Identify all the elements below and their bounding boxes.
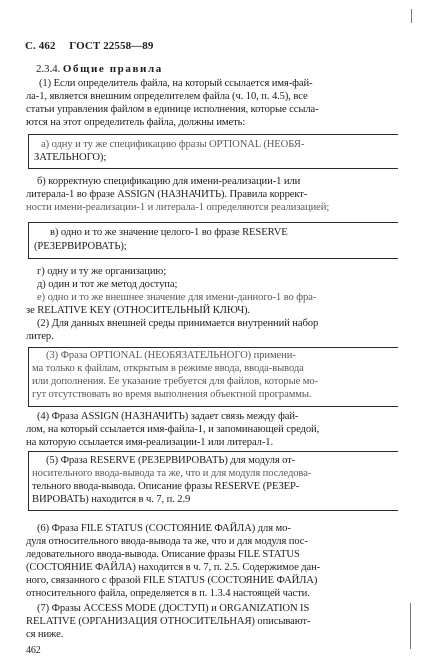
paragraph-line: ются на этот определитель файла, должны иметь:	[26, 117, 246, 128]
paragraph-line: RELATIVE (ОРГАНИЗАЦИЯ ОТНОСИТЕЛЬНАЯ) описывают-	[26, 616, 311, 627]
paragraph-line: зе RELATIVE KEY (ОТНОСИТЕЛЬНЫЙ КЛЮЧ).	[26, 305, 250, 316]
section-number: 2.3.4.	[36, 63, 61, 75]
running-header	[25, 40, 154, 52]
paragraph-line: б) корректную спецификацию для имени-реализации-1 или	[37, 176, 301, 187]
paragraph-line: относительного файла, определяется в п. 1.3.4 настоящей части.	[26, 588, 310, 599]
paragraph-line: ся ниже.	[26, 629, 64, 640]
page-ref: С. 462	[25, 40, 56, 52]
paragraph-line: а) одну и ту же спецификацию фразы OPTIONAL (НЕОБЯ-	[41, 139, 305, 150]
paragraph-line: литер.	[26, 331, 54, 342]
paragraph-line: ного, связанного с фразой FILE STATUS (СОСТОЯНИЕ ФАЙЛА)	[26, 575, 318, 586]
paragraph-line: ледовательного ввода-вывода. Описание фразы FILE STATUS	[26, 549, 300, 560]
paragraph-line: литерала-1 во фразе ASSIGN (НАЗНАЧИТЬ). Правила коррект-	[26, 189, 308, 200]
paragraph-line: дуля относительного ввода-вывода та же, что и для модуля пос-	[26, 536, 308, 547]
paragraph-line: ла-1, является внешним определителем файла (ч. 10, п. 4.5), все	[26, 91, 308, 102]
paragraph-line: (1) Если определитель файла, на который ссылается имя-фай-	[39, 78, 313, 89]
paragraph-line: (4) Фраза ASSIGN (НАЗНАЧИТЬ) задает связь между фай-	[37, 411, 299, 422]
paragraph-line: на которую ссылается имя-реализации-1 или литерал-1.	[26, 437, 274, 448]
paragraph-line: (5) Фраза RESERVE (РЕЗЕРВИРОВАТЬ) для модуля от-	[46, 455, 296, 466]
paragraph-line: тельного ввода-вывода. Описание фразы RESERVE (РЕЗЕР-	[32, 481, 300, 492]
standard-number: ГОСТ 22558—89	[69, 40, 154, 52]
paragraph-line: (РЕЗЕРВИРОВАТЬ);	[34, 241, 127, 252]
paragraph-line: (2) Для данных внешней среды принимается внутренний набор	[37, 318, 319, 329]
paragraph-line: е) одно и то же внешнее значение для имени-данного-1 во фра-	[37, 292, 317, 303]
paragraph-line: (7) Фразы ACCESS MODE (ДОСТУП) и ORGANIZATION IS	[37, 603, 310, 614]
paragraph-line: ВИРОВАТЬ) находится в ч. 7, п. 2.9	[32, 494, 191, 505]
paragraph-line: г) одну и ту же организацию;	[37, 266, 167, 277]
section-heading	[36, 63, 163, 75]
margin-mark-top	[411, 9, 412, 23]
paragraph-line: ма только к файлам, открытым в режиме ввода, ввода-вывода	[32, 363, 304, 374]
paragraph-line: (СОСТОЯНИЕ ФАЙЛА) находится в ч. 7, п. 2.5. Содержимое дан-	[26, 562, 321, 573]
paragraph-line: (6) Фраза FILE STATUS (СОСТОЯНИЕ ФАЙЛА) для мо-	[37, 523, 291, 534]
paragraph-line: в) одно и то же значение целого-1 во фразе RESERVE	[50, 227, 288, 238]
margin-mark-bottom	[410, 603, 411, 649]
paragraph-line: (3) Фраза OPTIONAL (НЕОБЯЗАТЕЛЬНОГО) примени-	[46, 350, 296, 361]
page-number: 462	[26, 645, 41, 656]
paragraph-line: носительного ввода-вывода та же, что и для модуля последова-	[32, 468, 312, 479]
paragraph-line: ности имени-реализации-1 и литерала-1 определяются реализацией;	[26, 202, 330, 213]
paragraph-line: гут отсутствовать во время выполнения объектной программы.	[32, 389, 312, 400]
paragraph-line: или дополнения. Ее указание требуется для файлов, которые мо-	[32, 376, 318, 387]
paragraph-line: статьи управления файлом в единице исполнения, которые ссыла-	[26, 104, 319, 115]
paragraph-line: д) один и тот же метод доступа;	[37, 279, 178, 290]
paragraph-line: лом, на который ссылается имя-файла-1, и запоминающей средой,	[26, 424, 320, 435]
section-title: Общие правила	[62, 63, 163, 75]
paragraph-line: ЗАТЕЛЬНОГО);	[34, 152, 107, 163]
